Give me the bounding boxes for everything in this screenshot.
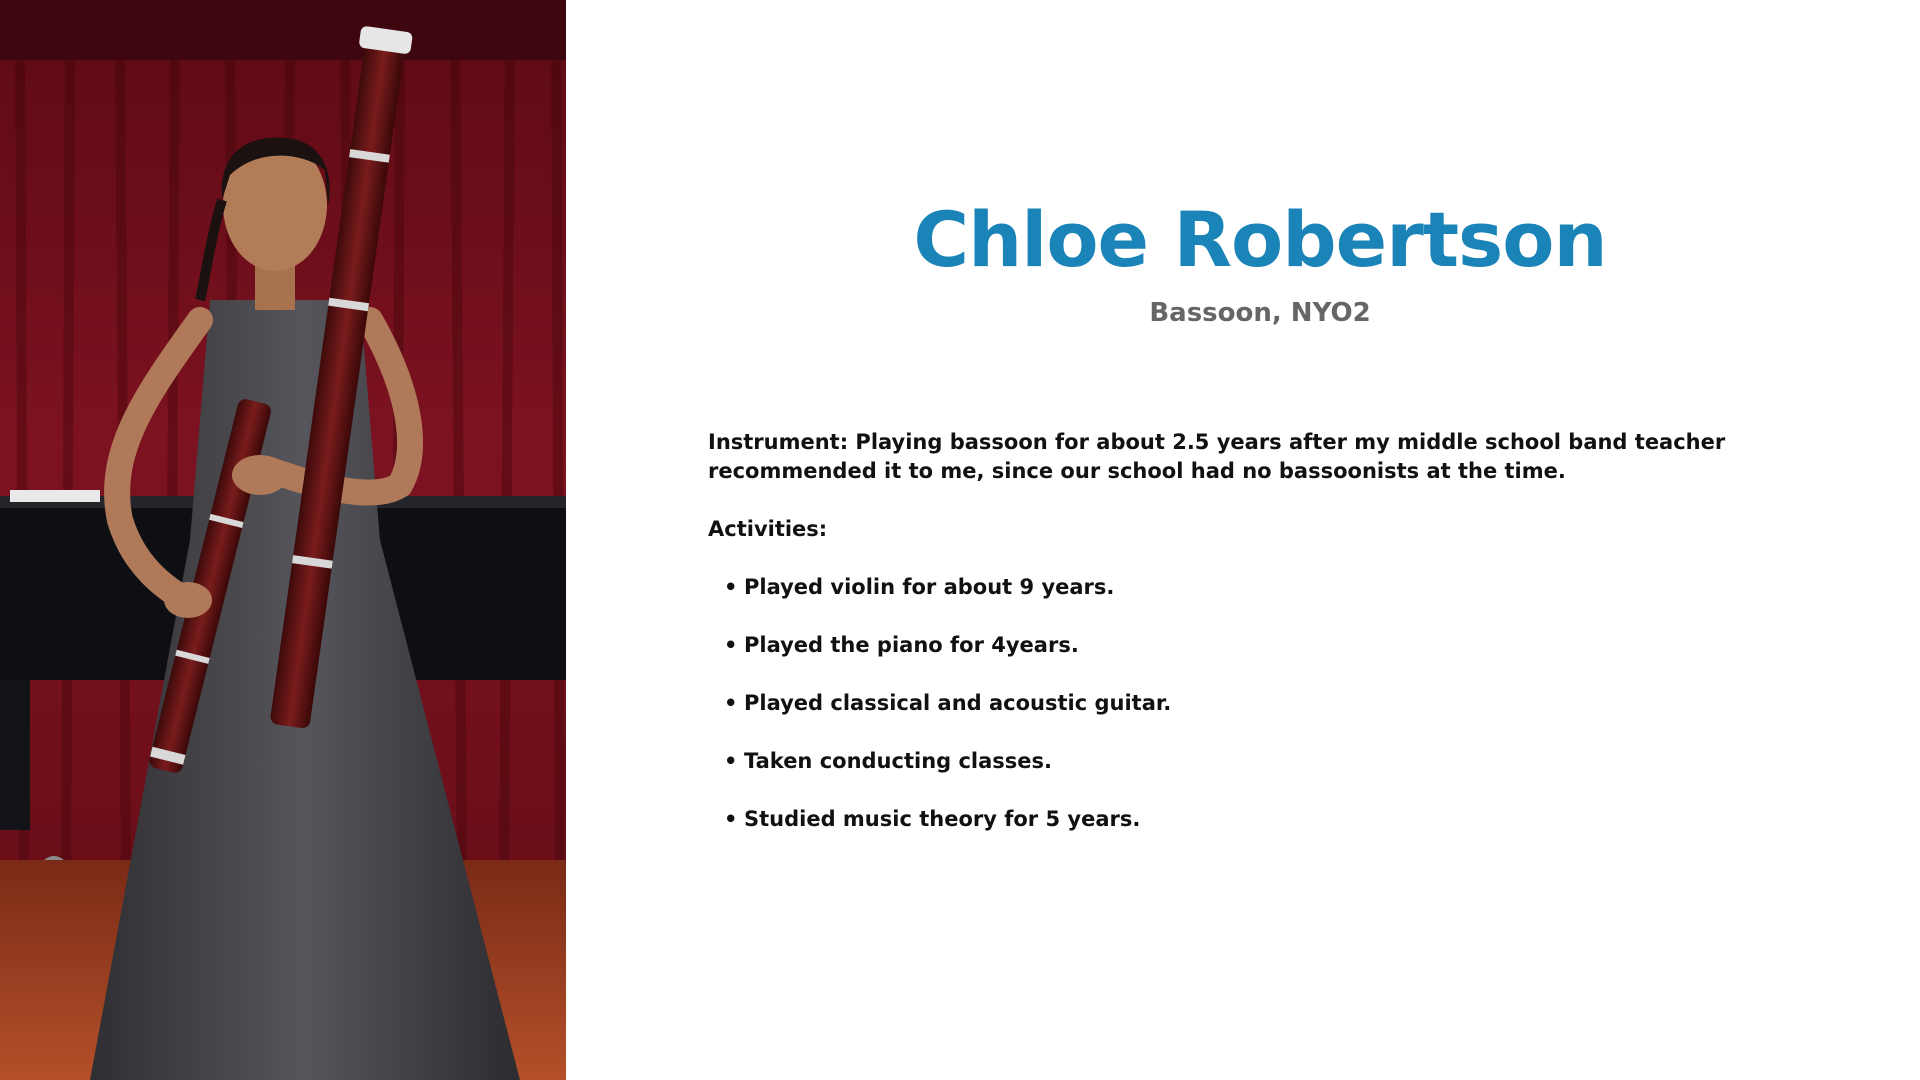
list-item xyxy=(708,573,1838,602)
instrument-paragraph: Instrument: Playing bassoon for about 2.5 years after my middle school band teacher recommended it to me, since our school had no bassoonists at the time. xyxy=(708,430,1726,483)
bullet-icon: • xyxy=(724,749,738,773)
activity-text: Studied music theory for 5 years. xyxy=(744,807,1141,831)
performer-name: Chloe Robertson xyxy=(913,195,1607,284)
list-item xyxy=(708,805,1838,834)
activity-text: Played the piano for 4years. xyxy=(744,633,1079,657)
list-item xyxy=(708,747,1838,776)
bullet-icon: • xyxy=(724,691,738,715)
performer-photo-illustration xyxy=(0,0,566,1080)
activities-heading: Activities: xyxy=(708,517,828,541)
list-item xyxy=(708,631,1838,660)
activity-text: Played violin for about 9 years. xyxy=(744,575,1115,599)
performer-photo xyxy=(0,0,566,1080)
list-item xyxy=(708,689,1838,718)
performer-subtitle: Bassoon, NYO2 xyxy=(1149,298,1371,328)
activities-list xyxy=(708,573,1838,834)
activity-text: Played classical and acoustic guitar. xyxy=(744,691,1172,715)
bullet-icon: • xyxy=(724,575,738,599)
activity-text: Taken conducting classes. xyxy=(744,749,1053,773)
profile-content xyxy=(566,0,1920,1080)
bullet-icon: • xyxy=(724,807,738,831)
profile-body xyxy=(708,428,1838,863)
bullet-icon: • xyxy=(724,633,738,657)
